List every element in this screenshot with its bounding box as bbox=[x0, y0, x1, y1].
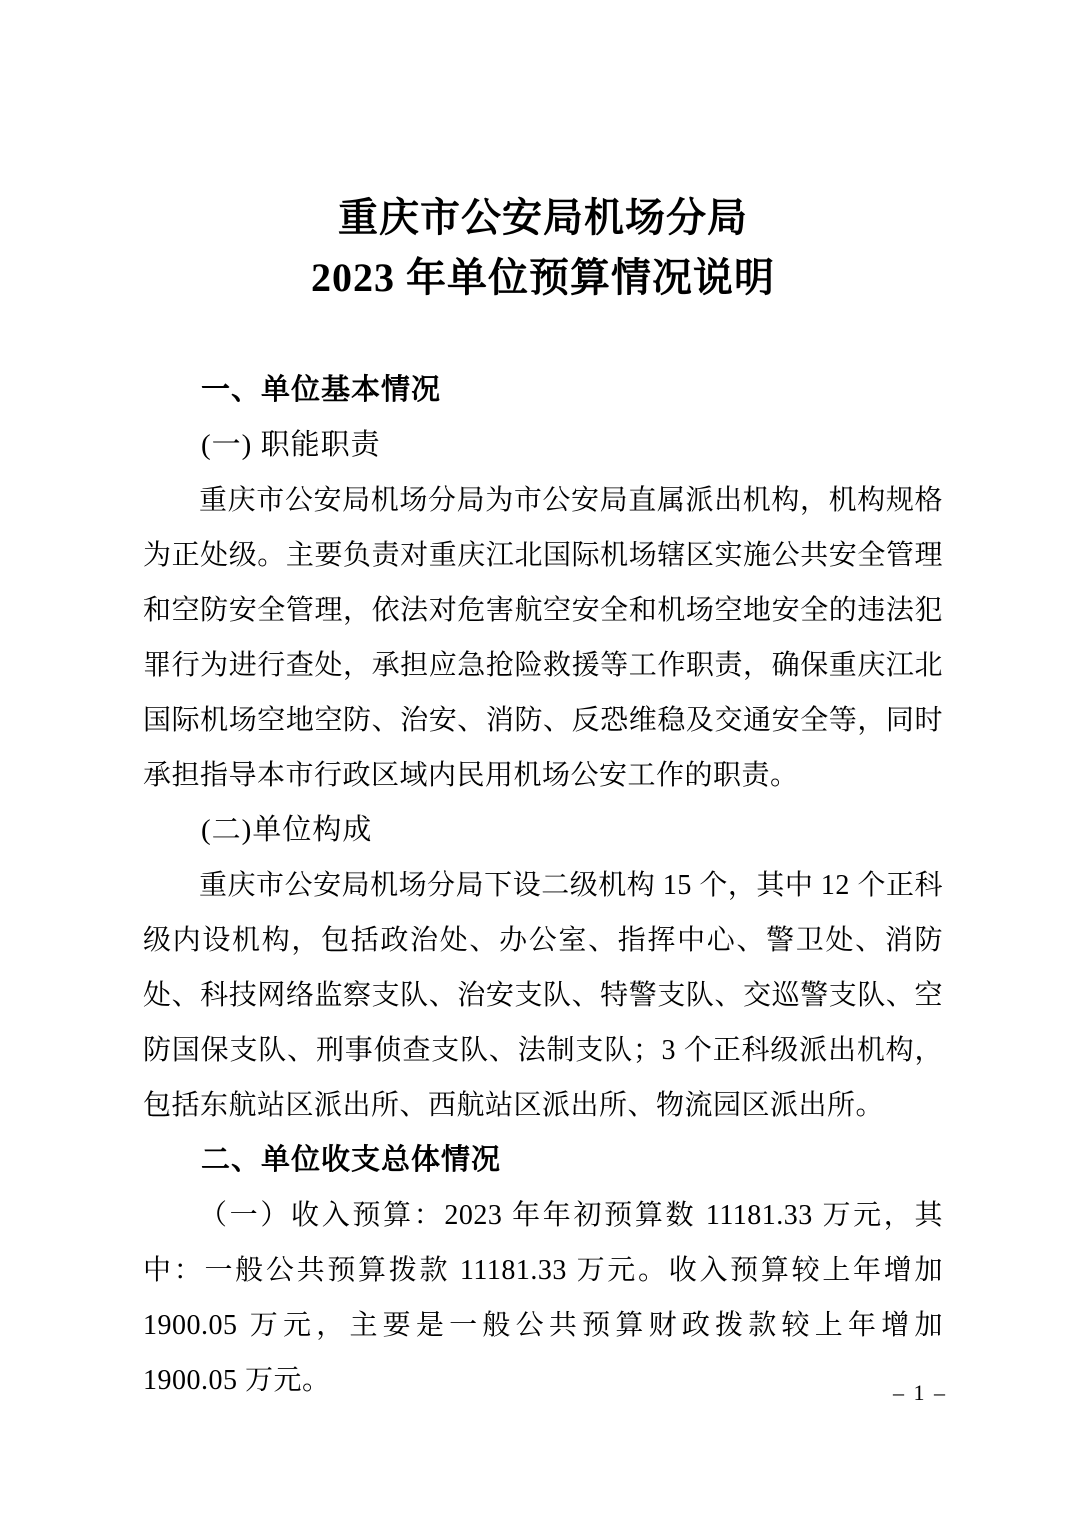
section-1-sub-1-heading: (一) 职能职责 bbox=[201, 429, 381, 461]
title-line-2: 2023 年单位预算情况说明 bbox=[311, 255, 775, 300]
title-line-1: 重庆市公安局机场分局 bbox=[338, 195, 748, 240]
section-1-sub-2-heading: (二)单位构成 bbox=[201, 814, 373, 846]
page-number: – 1 – bbox=[893, 1380, 947, 1405]
section-2-paragraph-1: （一）收入预算：2023 年年初预算数 11181.33 万元，其中：一般公共预算拨款 11181.33 万元。收入预算较上年增加 1900.05 万元，主要是一般公共预算财政拨款较上年增加 1900.05 万元。 bbox=[143, 1200, 943, 1396]
section-1-sub-2-paragraph: 重庆市公安局机场分局下设二级机构 15 个，其中 12 个正科级内设机构，包括政治处、办公室、指挥中心、警卫处、消防处、科技网络监察支队、治安支队、特警支队、交巡警支队、空防国保支队、刑事侦查支队、法制支队；3 个正科级派出机构，包括东航站区派出所、西航站区派出所、物流园区派出所。 bbox=[143, 870, 943, 1121]
section-1-sub-1-paragraph: 重庆市公安局机场分局为市公安局直属派出机构，机构规格为正处级。主要负责对重庆江北国际机场辖区实施公共安全管理和空防安全管理，依法对危害航空安全和机场空地安全的违法犯罪行为进行查处，承担应急抢险救援等工作职责，确保重庆江北国际机场空地空防、治安、消防、反恐维稳及交通安全等，同时承担指导本市行政区域内民用机场公安工作的职责。 bbox=[143, 485, 943, 791]
section-2-heading: 二、单位收支总体情况 bbox=[201, 1144, 502, 1176]
document-title bbox=[143, 188, 943, 308]
section-1-heading: 一、单位基本情况 bbox=[201, 374, 442, 406]
